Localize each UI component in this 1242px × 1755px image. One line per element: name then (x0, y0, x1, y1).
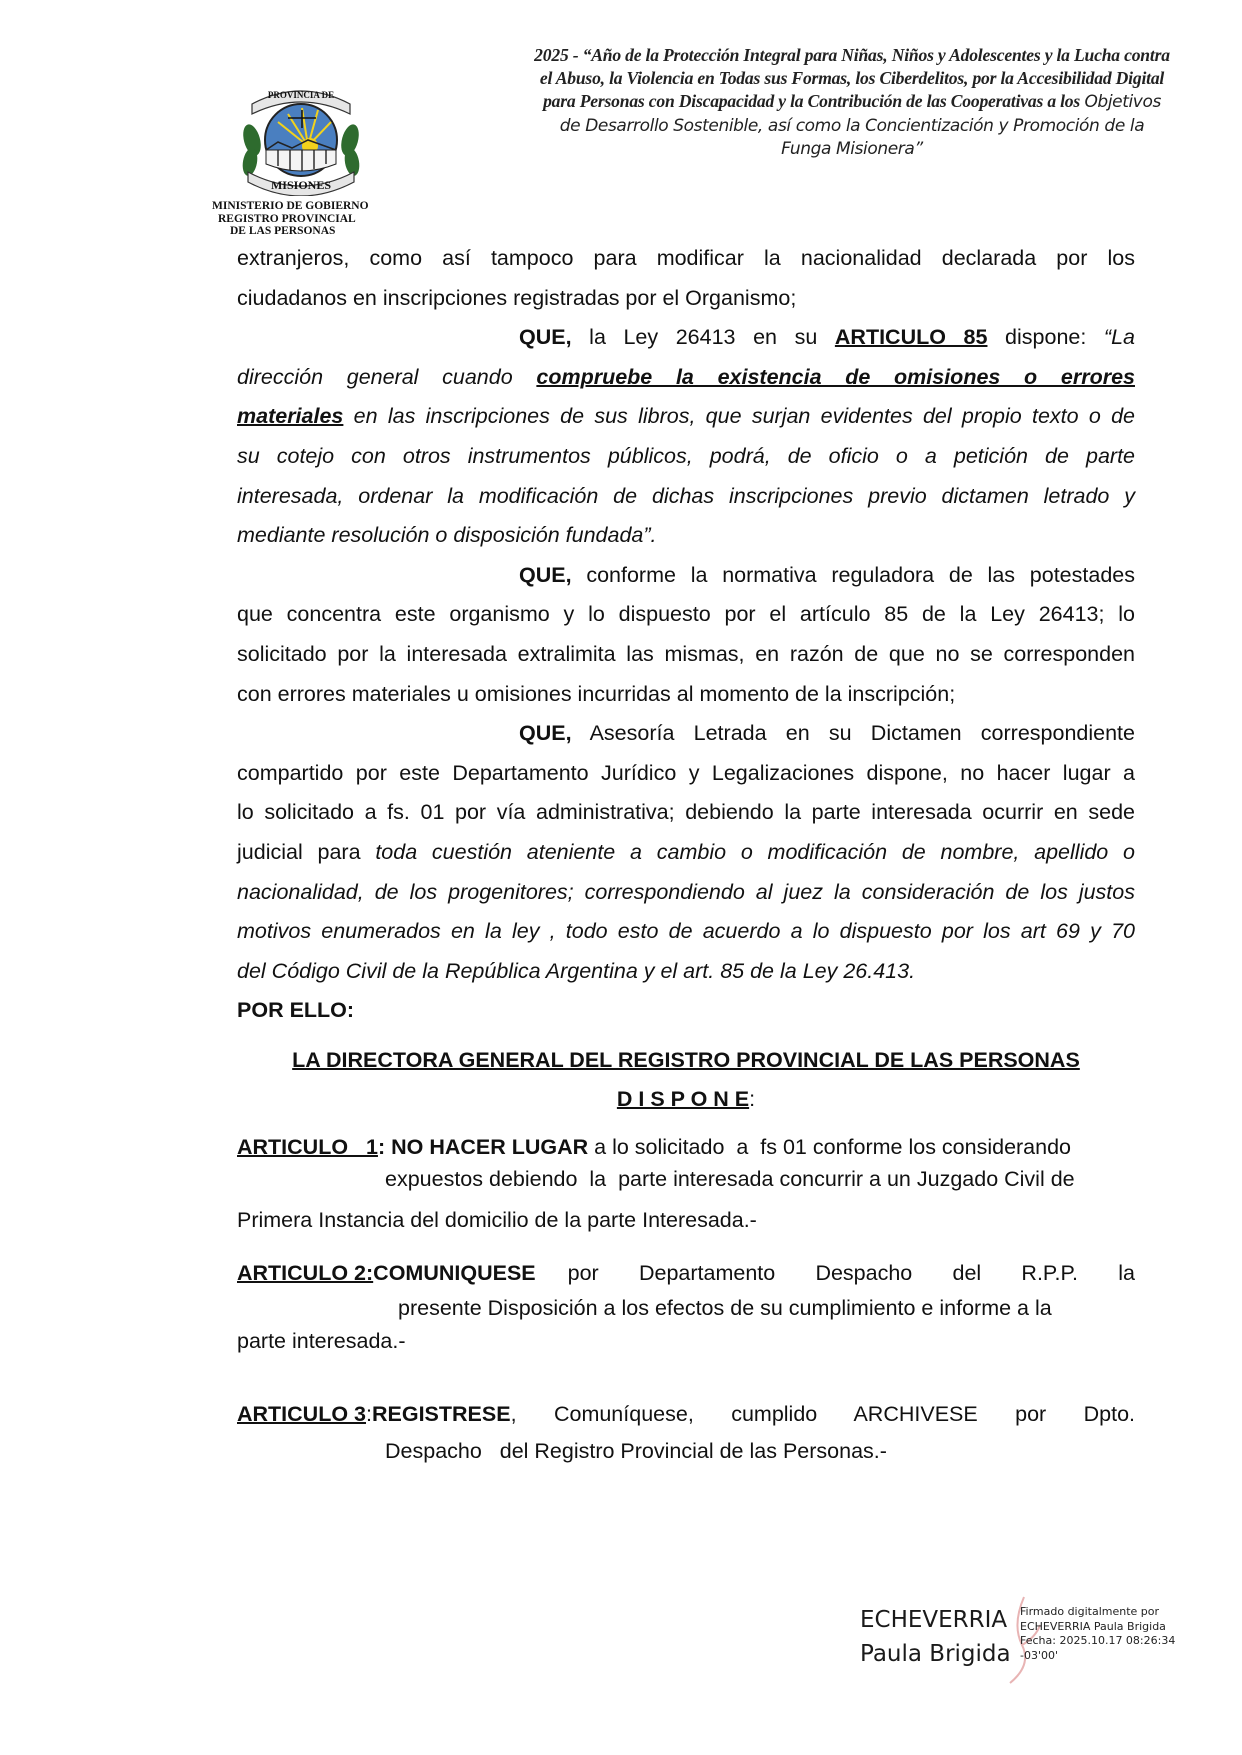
emphasis-text: compruebe la existencia de omisiones o errores (536, 364, 1135, 389)
ministry-line: DE LAS PERSONAS (230, 225, 336, 237)
emphasis-text: materiales (237, 404, 344, 429)
authority-heading: LA DIRECTORA GENERAL DEL REGISTRO PROVINCIAL DE LAS PERSONAS (292, 1048, 1080, 1072)
paragraph-ley-26413: QUE, la Ley 26413 en su ARTICULO 85 dispone: “La dirección general cuando compruebe la existencia de omisiones o errores materiales en las inscripciones de sus libros, que surjan evidentes del propio texto o de su cotejo con otros instrumentos públicos, podrá, de oficio o a petición de parte interesada, ordenar la modificación de dichas inscripciones previo dictamen letrado y mediante resolución o disposición fundada”. (237, 325, 1135, 548)
que-label: QUE, (519, 325, 572, 350)
svg-text:MISIONES: MISIONES (270, 178, 332, 192)
por-ello-heading: POR ELLO: (237, 998, 355, 1023)
ministry-line: MINISTERIO DE GOBIERNO (212, 200, 369, 212)
signature-details: Firmado digitalmente por ECHEVERRIA Paula Brigida Fecha: 2025.10.17 08:26:34 -03'00' (1020, 1605, 1176, 1662)
ministry-heading (200, 200, 400, 238)
article-label: ARTICULO 3 (237, 1402, 366, 1426)
article-action: REGISTRESE (371, 1402, 511, 1426)
que-label: QUE, (519, 721, 572, 746)
digital-signature[interactable] (860, 1595, 1190, 1685)
article-1: ARTICULO 1: NO HACER LUGAR a lo solicitado a fs 01 conforme los considerando expuestos debiendo la parte interesada concurrir a un Juzgado Civil de Primera Instancia del domicilio de la parte Interesada.- (237, 1135, 1075, 1232)
ministry-line: REGISTRO PROVINCIAL (218, 212, 356, 225)
article-action: COMUNIQUESE (373, 1261, 536, 1285)
article-label: ARTICULO 1 (237, 1135, 378, 1159)
article-reference: ARTICULO 85 (834, 325, 988, 350)
signer-name: ECHEVERRIA Paula Brigida (860, 1607, 1011, 1667)
article-2: ARTICULO 2: COMUNIQUESE por Departamento Despacho del R.P.P. la presente Disposición a los efectos de su cumplimiento e informe a la parte interesada.- (237, 1256, 1135, 1360)
paragraph-normativa: QUE, conforme la normativa reguladora de las potestades que concentra este organismo y lo dispuesto por el artículo 85 de la Ley 26413; lo solicitado por la interesada extralimita las mismas, en razón de que no se corresponden con errores materiales u omisiones incurridas al momento de la inscripción; (237, 562, 1135, 706)
paragraph-continuation: extranjeros, como así tampoco para modificar la nacionalidad declarada por los ciudadanos en inscripciones registradas por el Organismo; (237, 246, 1135, 310)
year-motto: 2025 - “Año de la Protección Integral para Niñas, Niños y Adolescentes y la Lucha contra el Abuso, la Violencia en Todas sus Formas, los Ciberdelitos, por la Accesibilidad Digital para Personas con Discapacidad y la Contribución de las Cooperativas a los Objetivos de Desarrollo Sostenible, así como la Concientización y Promoción de la Funga Misionera” (534, 45, 1170, 159)
dispone-heading: D I S P O N E: (616, 1087, 756, 1111)
article-3: ARTICULO 3 : REGISTRESE , Comuníquese, cumplido ARCHIVESE por Dpto. Despacho del Registro Provincial de las Personas.- (237, 1397, 1135, 1471)
que-label: QUE, (519, 562, 572, 587)
province-crest-icon (238, 78, 364, 196)
document-body (237, 239, 1135, 1463)
article-action: NO HACER LUGAR (391, 1135, 589, 1159)
svg-text:PROVINCIA DE: PROVINCIA DE (267, 90, 335, 100)
paragraph-asesoria: QUE, Asesoría Letrada en su Dictamen correspondiente compartido por este Departamento Jurídico y Legalizaciones dispone, no hacer lugar a lo solicitado a fs. 01 por vía administrativa; debiendo la parte interesada ocurrir en sede judicial para toda cuestión ateniente a cambio o modificación de nombre, apellido o nacionalidad, de los progenitores; correspondiendo al juez la consideración de los justos motivos enumerados en la ley , todo esto de acuerdo a lo dispuesto por los art 69 y 70 del Código Civil de la República Argentina y el art. 85 de la Ley 26.413. (237, 721, 1135, 983)
article-label: ARTICULO 2: (237, 1261, 374, 1285)
